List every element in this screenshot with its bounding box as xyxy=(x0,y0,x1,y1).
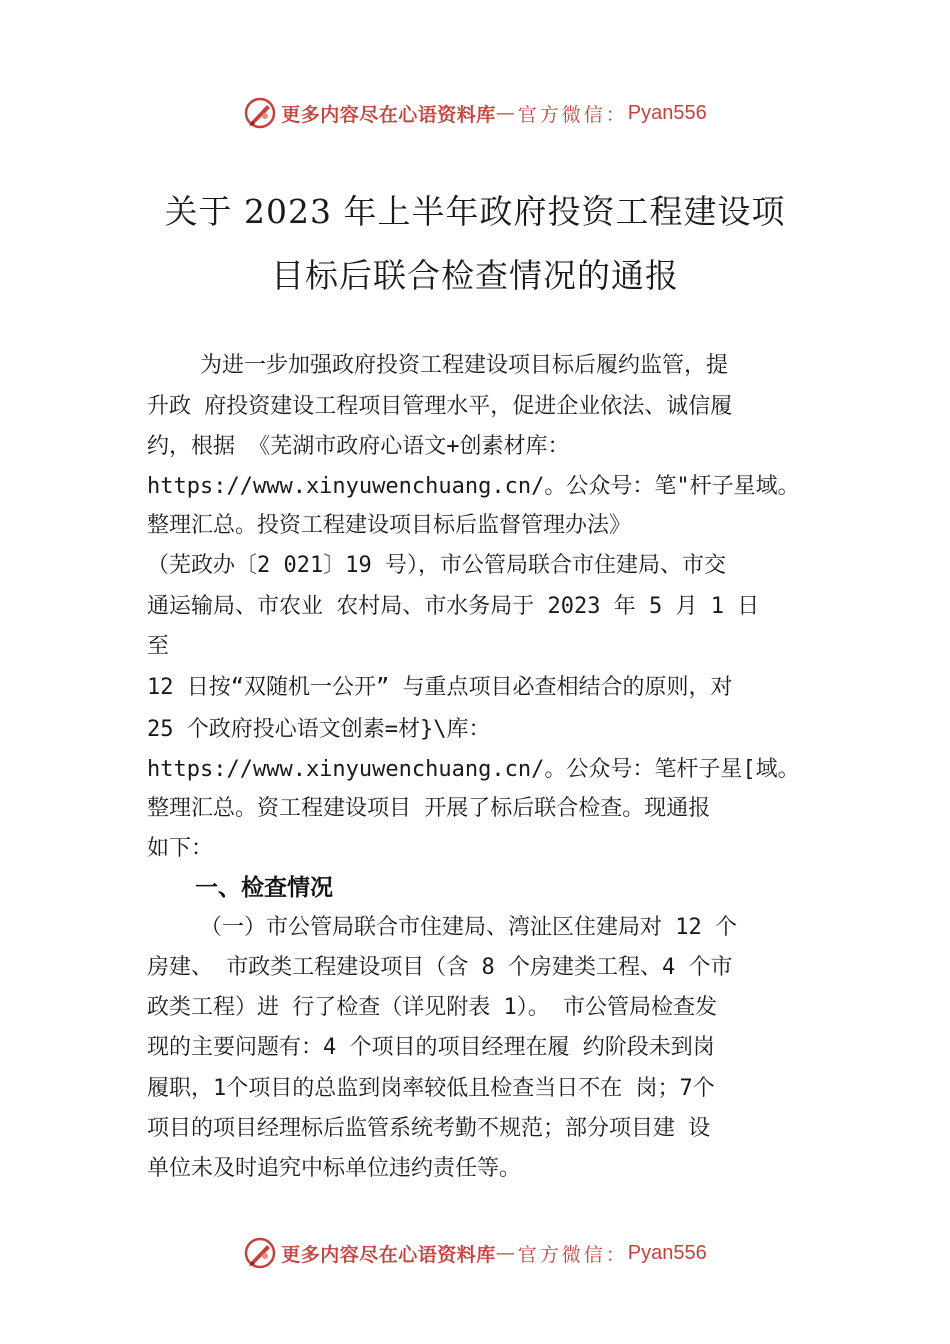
section-line: 房建、 市政类工程建设项目（含 8 个房建类工程、4 个市 xyxy=(147,955,733,980)
body-line: 升政 府投资建设工程项目管理水平，促进企业依法、诚信履 xyxy=(147,394,733,419)
section-heading: 一、检查情况 xyxy=(195,875,333,901)
section-line: 项目的项目经理标后监管系统考勤不规范；部分项目建 设 xyxy=(147,1116,711,1141)
section-line: 政类工程）进 行了检查（详见附表 1）。 市公管局检查发 xyxy=(147,995,717,1020)
official-wechat-label: 官方微信： xyxy=(517,1243,628,1266)
section-line: 现的主要问题有：4 个项目的项目经理在履 约阶段未到岗 xyxy=(147,1035,715,1060)
brand-text: 更多内容尽在心语资料库 xyxy=(281,1243,496,1266)
body-line: 12 日按“双随机一公开” 与重点项目必查相结合的原则，对 xyxy=(147,675,733,700)
body-line: 整理汇总。资工程建设项目 开展了标后联合检查。现通报 xyxy=(147,796,711,821)
watermark-banner-top xyxy=(0,96,950,130)
wechat-id: Pyan556 xyxy=(627,1241,707,1264)
body-line: 为进一步加强政府投资工程建设项目标后履约监管，提 xyxy=(200,353,729,378)
official-wechat-label: 官方微信： xyxy=(517,103,628,126)
brand-text: 更多内容尽在心语资料库 xyxy=(281,103,496,126)
body-line: 约，根据 《芜湖市政府心语文+创素材库： xyxy=(147,434,570,459)
section-line: 履职，1个项目的总监到岗率较低且检查当日不在 岗；7个 xyxy=(147,1076,715,1101)
body-line: 25 个政府投心语文创素=材}\库： xyxy=(147,717,491,742)
document-title-line-1: 关于 2023 年上半年政府投资工程建设项 xyxy=(164,192,786,231)
body-line: 整理汇总。投资工程建设项目标后监督管理办法》 xyxy=(147,513,632,538)
wechat-id: Pyan556 xyxy=(627,101,707,124)
pen-logo-icon xyxy=(243,96,277,130)
section-line: 单位未及时追究中标单位违约责任等。 xyxy=(147,1156,522,1181)
dash: — xyxy=(495,102,518,124)
dash: — xyxy=(495,1242,518,1264)
document-title-line-2: 目标后联合检查情况的通报 xyxy=(271,256,679,295)
body-line: 至 xyxy=(147,634,170,659)
section-line: （一）市公管局联合市住建局、湾沚区住建局对 12 个 xyxy=(200,915,737,940)
body-line: 通运输局、市农业 农村局、市水务局于 2023 年 5 月 1 日 xyxy=(147,594,760,619)
body-line: 如下： xyxy=(147,836,214,861)
pen-logo-icon xyxy=(243,1236,277,1270)
watermark-banner-bottom xyxy=(0,1236,950,1270)
body-line: （芜政办〔2 021〕19 号），市公管局联合市住建局、市交 xyxy=(147,553,726,578)
body-line: https://www.xinyuwenchuang.cn/。公众号：笔"杆子星域。 xyxy=(147,474,800,499)
body-line: https://www.xinyuwenchuang.cn/。公众号：笔杆子星[域。 xyxy=(147,757,800,782)
